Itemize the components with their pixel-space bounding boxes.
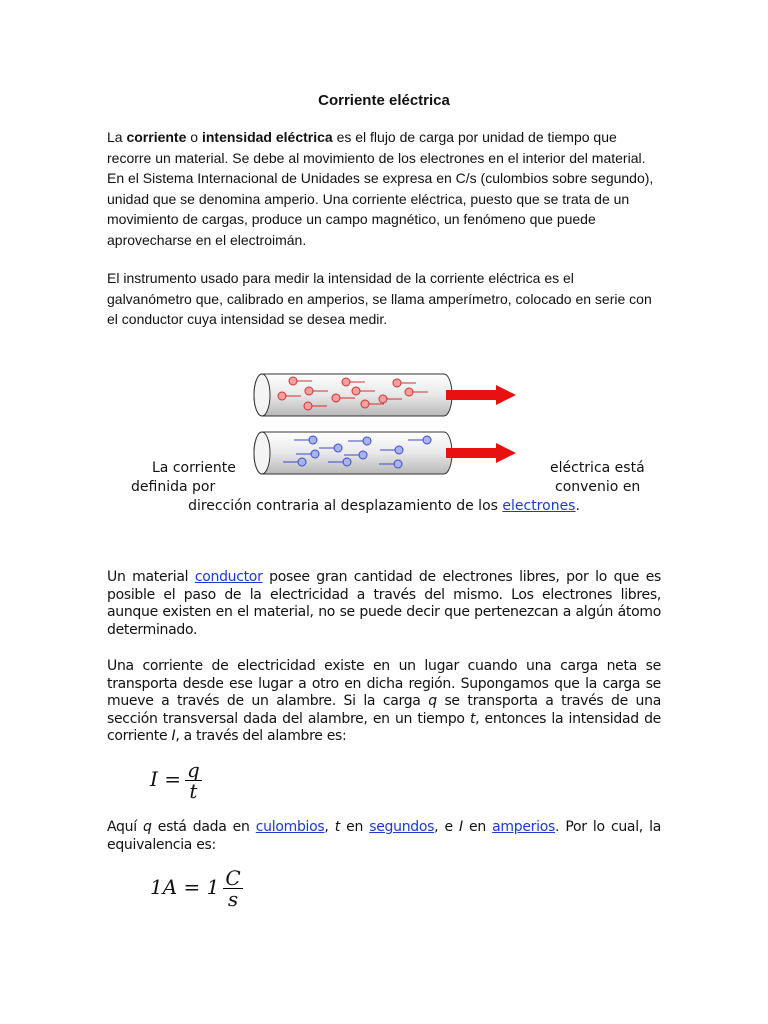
text: se transporta a través de una sección transversal dada del alambre, en un tiempo [107,693,661,727]
arrow-right-icon [446,385,516,405]
text: , e [434,819,460,835]
current-diagram [246,364,526,482]
text: es el flujo de carga por unidad de tiempo que recorre un material. Se debe al movimiento de los electrones en el interior del material. En el Sistema Internacional de Unidades se expresa en C/s (culombios sobre segundo), unidad que se denomina amperio. Una corriente eléctrica, puesto que se trata de un movimiento de cargas, produce un campo magnético, un fenómeno que puede aprovecharse en el electroimán. [107,129,654,248]
denominator: s [227,887,239,911]
caption-right-2: convenio en [555,479,641,495]
text: , a través del alambre es: [175,728,347,744]
bold-term-intensidad: intensidad eléctrica [201,129,333,145]
paragraph-instrument: El instrumento usado para medir la intensidad de la corriente eléctrica es el galvanómetro que, calibrado en amperios, se llama amperímetro, colocado en serie con el conductor cuya intensidad se desea medir. [107,270,652,327]
formula-lhs: I = [150,767,182,791]
link-segundos[interactable]: segundos [369,819,435,835]
text: Un material [107,569,195,585]
link-amperios[interactable]: amperios [492,819,555,835]
var-t: t [334,819,340,835]
text: dirección contraria al desplazamiento de los [188,498,503,514]
text: Aquí [107,819,143,835]
text: La [107,129,127,145]
text: o [186,129,202,145]
text: en [339,819,370,835]
denominator: t [189,779,198,803]
fraction [185,760,202,801]
var-i: I [459,819,463,835]
formula-ampere [150,868,243,909]
caption-left-1: La corriente [152,460,236,476]
caption-right-1: eléctrica está [550,460,645,476]
fraction [223,868,242,909]
text: posee gran cantidad de electrones libres, por lo que es posible el paso de la electricidad a través del mismo. Los electrones libres, aunque existen en el material, no se puede decir que pertenezcan a algún átomo determinado. [107,569,662,638]
paragraph-conductor [107,569,661,639]
negative-charge-tube [254,432,516,474]
var-i: I [171,728,176,744]
text: . Por lo cual, la equivalencia es: [107,819,662,853]
caption-left-2: definida por [131,479,216,495]
caption-center [0,497,768,516]
arrow-right-icon [446,443,516,463]
var-q: q [428,693,437,709]
text: está dada en [151,819,256,835]
link-culombios[interactable]: culombios [255,819,325,835]
var-t: t [469,710,476,727]
text: , [324,819,335,835]
link-electrones[interactable]: electrones [502,498,576,514]
text: Una corriente de electricidad existe en un lugar cuando una carga neta se transporta desde ese lugar a otro en dicha región. Supongamos que la carga se mueve a través de un alambre. Si la carga [107,658,661,709]
numerator: C [225,866,241,890]
positive-charge-tube [254,374,516,416]
bold-term-corriente: corriente [126,129,187,145]
text: en [462,819,493,835]
var-q: q [142,819,152,835]
text: , entonces la intensidad de corriente [107,710,661,744]
paragraph-current-definition [107,658,661,746]
link-conductor[interactable]: conductor [194,569,263,585]
formula-lhs: 1A = 1 [150,875,220,899]
page-title: Corriente eléctrica [318,92,450,109]
formula-current [150,760,202,801]
text: . [575,498,580,514]
paragraph-units [107,819,661,854]
paragraph-definition [107,127,655,250]
numerator: q [187,758,200,782]
